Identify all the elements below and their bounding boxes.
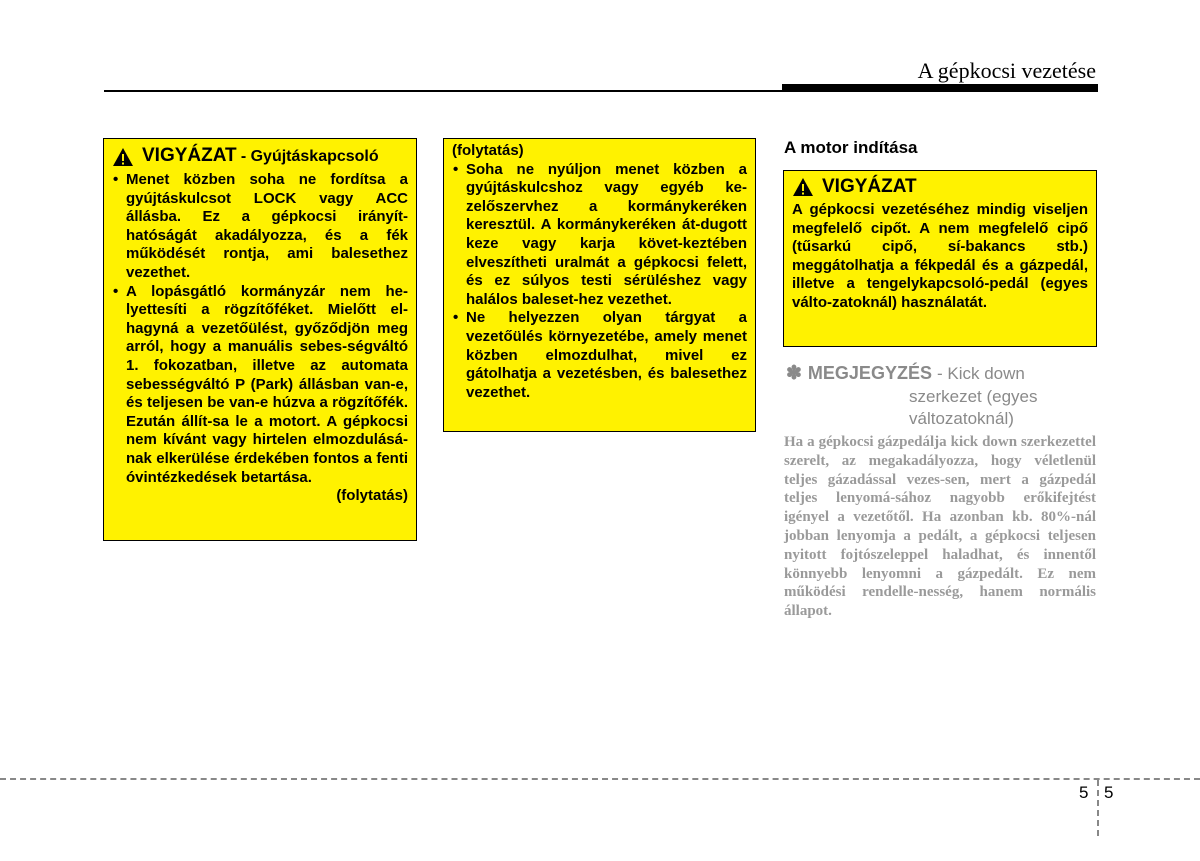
list-item: • Menet közben soha ne fordítsa a gyújtáskulcsot LOCK vagy ACC állásba. Ez a gépkocsi irányít-hatóságát akadályozza, és a fék működését rontja, ami balesethez vezethet.	[112, 171, 408, 283]
warning-title: VIGYÁZAT	[822, 175, 917, 197]
footer-dashed-line	[0, 778, 1200, 780]
note-star-icon: ✽	[786, 363, 802, 384]
warning-box-shoes	[783, 170, 1097, 347]
chapter-number: 5	[1079, 783, 1089, 802]
note-subtitle-line2: szerkezet (egyes	[909, 387, 1038, 406]
warning-list	[112, 171, 408, 487]
header-rule-thick	[782, 84, 1098, 92]
note-body: Ha a gépkocsi gázpedálja kick down szerkezettel szerelt, az megakadályozza, hogy véletlenül teljes gázadással vezes-sen, mert a gázpedál teljes lenyomá-sához nagyobb erőkifejtést igényel a vezetőtől. Ha azonban kb. 80%-nál jobban lenyomja a pedált, a gépkocsi teljesen nyitott fojtószeleppel haladhat, és innentől könnyebb lenyomni a gázpedált. Ez nem működési rendelle-nesség, hanem normális állapot.	[784, 434, 1096, 620]
list-item: • A lopásgátló kormányzár nem he-lyettesíti a rögzítőféket. Mielőtt el-hagyná a vezetőülést, győződjön meg arról, hogy a manuális sebes-ségváltó 1. fokozatban, illetve az automata sebességváltó P (Park) állásban van-e, és teljesen be van-e húzva a rögzítőfék. Ezután állít-sa le a motort. A gépkocsi nem kívánt vagy hirtelen elmozdulásá-nak elkerülése érdekében fontos a fenti óvintézkedések betartása.	[112, 283, 408, 488]
warning-box-ignition	[103, 138, 417, 541]
warning-subtitle: - Gyújtáskapcsoló	[240, 148, 379, 166]
section-title: A motor indítása	[784, 138, 918, 157]
header-rule-thin	[104, 90, 784, 92]
warning-header	[112, 147, 408, 167]
note-heading	[786, 362, 1025, 385]
warning-header	[792, 177, 1088, 197]
continued-label: (folytatás)	[452, 142, 524, 159]
warning-text: A gépkocsi vezetéséhez mindig viseljen megfelelő cipőt. A nem megfelelő cipő (tűsarkú cipő, sí-bakancs stb.) meggátolhatja a fékpedál és a gázpedál, illetve a tengelykapcsoló-pedál (egyes válto-zatoknál) használatát.	[792, 201, 1088, 311]
note-subtitle-rest	[909, 386, 1038, 430]
list-item: • Ne helyezzen olyan tárgyat a vezetőülés környezetébe, amely menet közben elmozdulhat, mivel ez gátolhatja a vezetésben, és balesethez vezethet.	[452, 309, 747, 402]
note-title: MEGJEGYZÉS	[807, 363, 932, 383]
warning-title: VIGYÁZAT	[142, 145, 237, 167]
warning-list	[452, 161, 747, 403]
list-item: • Soha ne nyúljon menet közben a gyújtáskulcshoz vagy egyéb ke-zelőszervhez a kormánykeréken keresztül. A kormánykeréken át-dugott keze vagy karja követ-keztében elveszítheti uralmát a gépkocsi felett, és ez súlyos testi sérüléshez vagy halálos baleset-hez vezethet.	[452, 161, 747, 310]
warning-box-continued	[443, 138, 756, 432]
continued-label: (folytatás)	[336, 487, 408, 505]
warning-triangle-icon	[792, 177, 814, 197]
note-subtitle-line1: - Kick down	[936, 364, 1025, 383]
page-number: 5	[1104, 783, 1114, 802]
page-header-title: A gépkocsi vezetése	[917, 58, 1096, 83]
footer-dashed-divider	[1097, 780, 1099, 836]
note-subtitle-line3: változatoknál)	[909, 409, 1014, 428]
warning-triangle-icon	[112, 147, 134, 167]
